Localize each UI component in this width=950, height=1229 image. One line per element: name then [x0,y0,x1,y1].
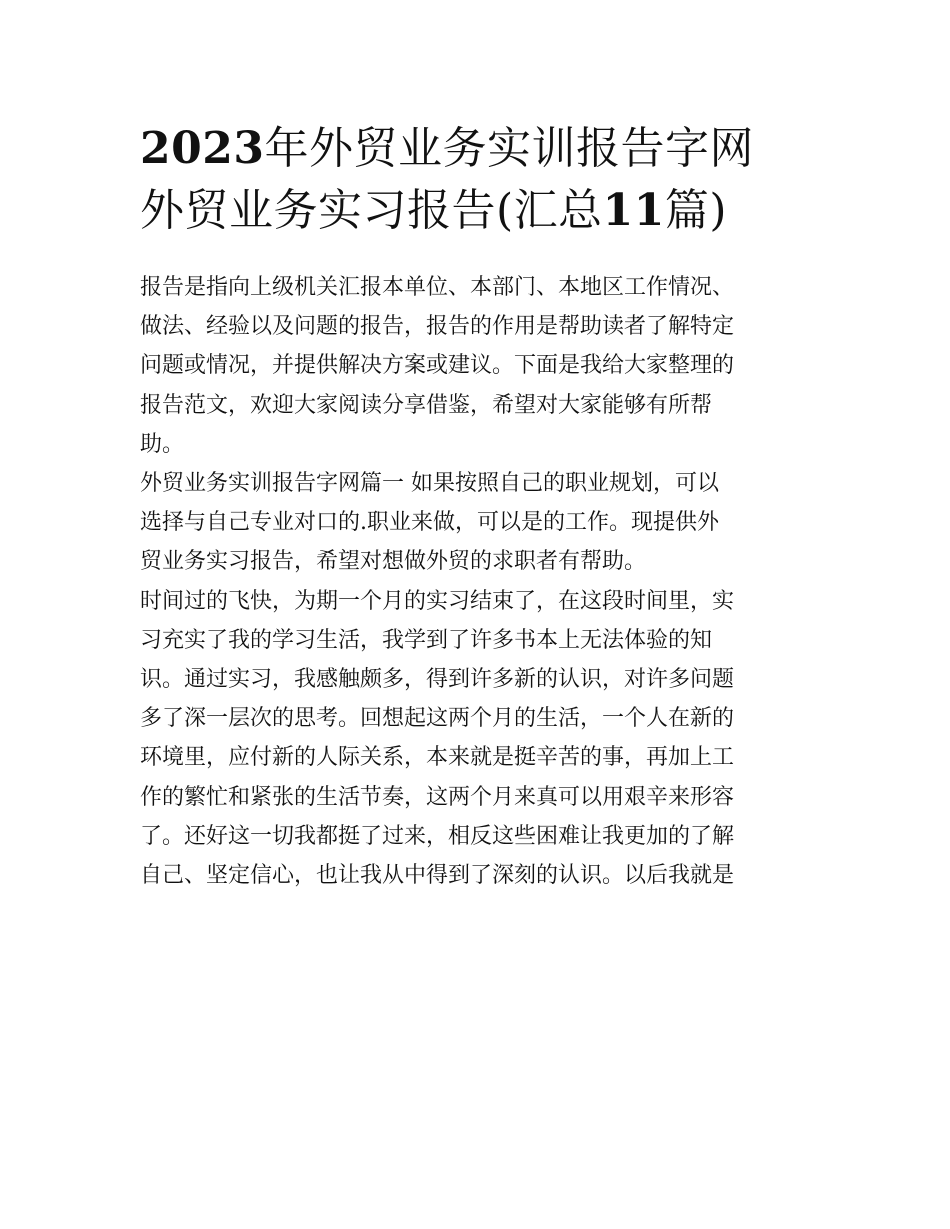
title-line-1 [140,118,812,180]
paragraph-intro [140,268,812,464]
title-year: 2023 [140,123,265,174]
title-line-2-text: 外贸业务实习报告(汇总 [140,185,603,236]
text-line: 时间过的飞快，为期一个月的实习结束了，在这段时间里，实 [140,588,735,614]
text-line: 环境里，应付新的人际关系，本来就是挺辛苦的事，再加上工 [140,745,735,771]
text-line: 选择与自己专业对口的.职业来做，可以是的工作。现提供外 [140,510,719,536]
paragraph-internship-reflection [140,582,812,896]
text-line: 自己、坚定信心，也让我从中得到了深刻的认识。以后我就是 [140,863,735,889]
paragraph-section-one [140,464,812,582]
text-line: 习充实了我的学习生活，我学到了许多书本上无法体验的知 [140,627,713,653]
text-line: 多了深一层次的思考。回想起这两个月的生活，一个人在新的 [140,706,735,732]
text-line: 外贸业务实训报告字网篇一 如果按照自己的职业规划，可以 [140,471,719,497]
text-line: 贸业务实习报告，希望对想做外贸的求职者有帮助。 [140,549,647,575]
text-line: 作的繁忙和紧张的生活节奏，这两个月来真可以用艰辛来形容 [140,784,735,810]
title-line-2 [140,180,812,242]
title-line-1-text: 年外贸业务实训报告字网 [264,123,754,174]
text-line: 问题或情况，并提供解决方案或建议。下面是我给大家整理的 [140,353,735,379]
text-line: 了。还好这一切我都挺了过来，相反这些困难让我更加的了解 [140,823,735,849]
text-line: 报告范文，欢迎大家阅读分享借鉴，希望对大家能够有所帮 [140,392,713,418]
document-title [140,118,812,242]
title-count: 11 [602,185,665,236]
title-line-2-end: 篇) [664,185,728,236]
document-body [140,268,812,895]
text-line: 做法、经验以及问题的报告，报告的作用是帮助读者了解特定 [140,314,735,340]
text-line: 助。 [140,431,185,457]
document-content [140,118,812,895]
text-line: 识。通过实习，我感触颇多，得到许多新的认识，对许多问题 [140,667,735,693]
text-line: 报告是指向上级机关汇报本单位、本部门、本地区工作情况、 [140,275,735,300]
